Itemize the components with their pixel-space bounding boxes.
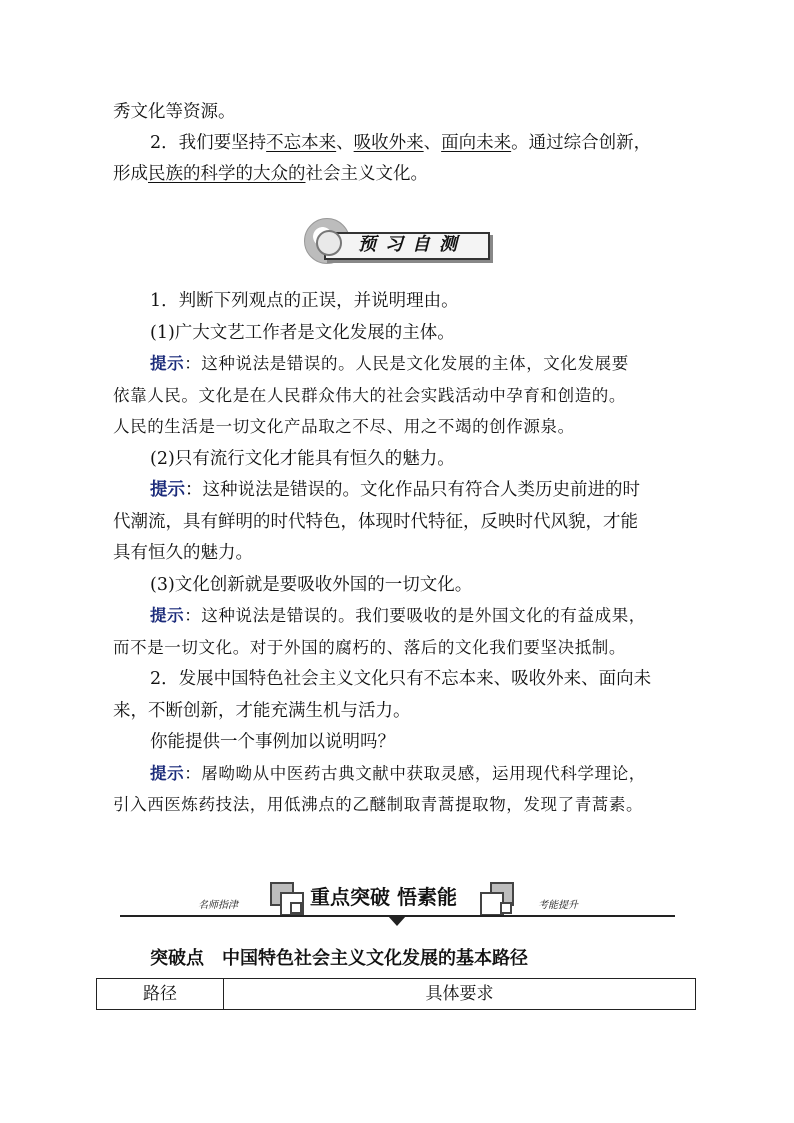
tip-label: 提示 <box>150 480 185 500</box>
text: ：这种说法是错误的。文化作品只有符合人类历史前进的时 <box>185 480 640 500</box>
underlined-term: 不忘本来 <box>266 133 337 153</box>
decor-square-icon <box>290 902 302 914</box>
tip-label: 提示 <box>150 606 185 625</box>
summary-point-2-cont <box>113 162 693 186</box>
text: 。通过综合创新， <box>511 133 652 153</box>
tip-label: 提示 <box>150 354 185 373</box>
text: 形成 <box>113 164 148 184</box>
banner-label: 预习自测 <box>358 234 466 255</box>
underlined-term: 民族的科学的大众的 <box>148 164 306 184</box>
text: 、 <box>423 133 442 153</box>
question-1-3: (3)文化创新就是要吸收外国的一切文化。 <box>150 575 473 595</box>
question-1-2: (2)只有流行文化才能具有恒久的魅力。 <box>150 449 455 469</box>
answer-2-line-2: 引入西医炼药技法，用低沸点的乙醚制取青蒿提取物，发现了青蒿素。 <box>113 795 644 814</box>
section-left-caption: 名师指津 <box>198 900 238 911</box>
decor-square-icon <box>500 902 512 914</box>
key-breakthrough-header <box>120 872 675 928</box>
answer-1-2-line-3: 具有恒久的魅力。 <box>113 543 253 563</box>
answer-1-2-line-2: 代潮流，具有鲜明的时代特色，体现时代特征，反映时代风貌，才能 <box>113 512 638 532</box>
answer-1-3-line-1 <box>150 604 695 628</box>
section-right-caption: 考能提升 <box>538 900 578 911</box>
breakthrough-subheading: 突破点 中国特色社会主义文化发展的基本路径 <box>150 948 528 969</box>
underlined-term: 吸收外来 <box>353 133 424 153</box>
answer-2-line-1 <box>150 762 695 786</box>
answer-1-1-line-3: 人民的生活是一切文化产品取之不尽、用之不竭的创作源泉。 <box>113 417 575 436</box>
summary-point-2 <box>150 131 695 155</box>
answer-1-2-line-1 <box>150 478 695 502</box>
paths-table <box>96 978 696 1010</box>
question-1: 1．判断下列观点的正误，并说明理由。 <box>150 291 459 311</box>
text: 2．我们要坚持 <box>150 133 267 153</box>
answer-1-1-line-1 <box>150 352 695 376</box>
underlined-term: 面向未来 <box>441 133 512 153</box>
section-title: 重点突破 悟素能 <box>310 885 457 909</box>
preview-test-banner <box>302 214 492 266</box>
question-2-line-1: 2．发展中国特色社会主义文化只有不忘本来、吸收外来、面向未 <box>150 669 652 689</box>
question-1-1: (1)广大文艺工作者是文化发展的主体。 <box>150 323 455 343</box>
text: 社会主义文化。 <box>305 164 428 184</box>
answer-1-3-line-2: 而不是一切文化。对于外国的腐朽的、落后的文化我们要坚决抵制。 <box>113 638 626 657</box>
text: ：这种说法是错误的。我们要吸收的是外国文化的有益成果， <box>184 606 646 625</box>
question-2-line-2: 来，不断创新，才能充满生机与活力。 <box>113 701 411 721</box>
tip-label: 提示 <box>150 764 185 783</box>
text: ：屠呦呦从中医药古典文献中获取灵感，运用现代科学理论， <box>184 764 646 783</box>
table-header-path: 路径 <box>97 979 224 1009</box>
banner-ring-icon <box>316 230 342 256</box>
question-2-line-3: 你能提供一个事例加以说明吗？ <box>150 732 395 752</box>
text: ：这种说法是错误的。人民是文化发展的主体，文化发展要 <box>184 354 629 373</box>
table-header-requirements: 具体要求 <box>425 984 494 1004</box>
summary-line-1: 秀文化等资源。 <box>113 102 236 122</box>
section-pointer-icon <box>388 916 406 926</box>
answer-1-1-line-2: 依靠人民。文化是在人民群众伟大的社会实践活动中孕育和创造的。 <box>113 386 626 405</box>
text: 、 <box>336 133 354 153</box>
